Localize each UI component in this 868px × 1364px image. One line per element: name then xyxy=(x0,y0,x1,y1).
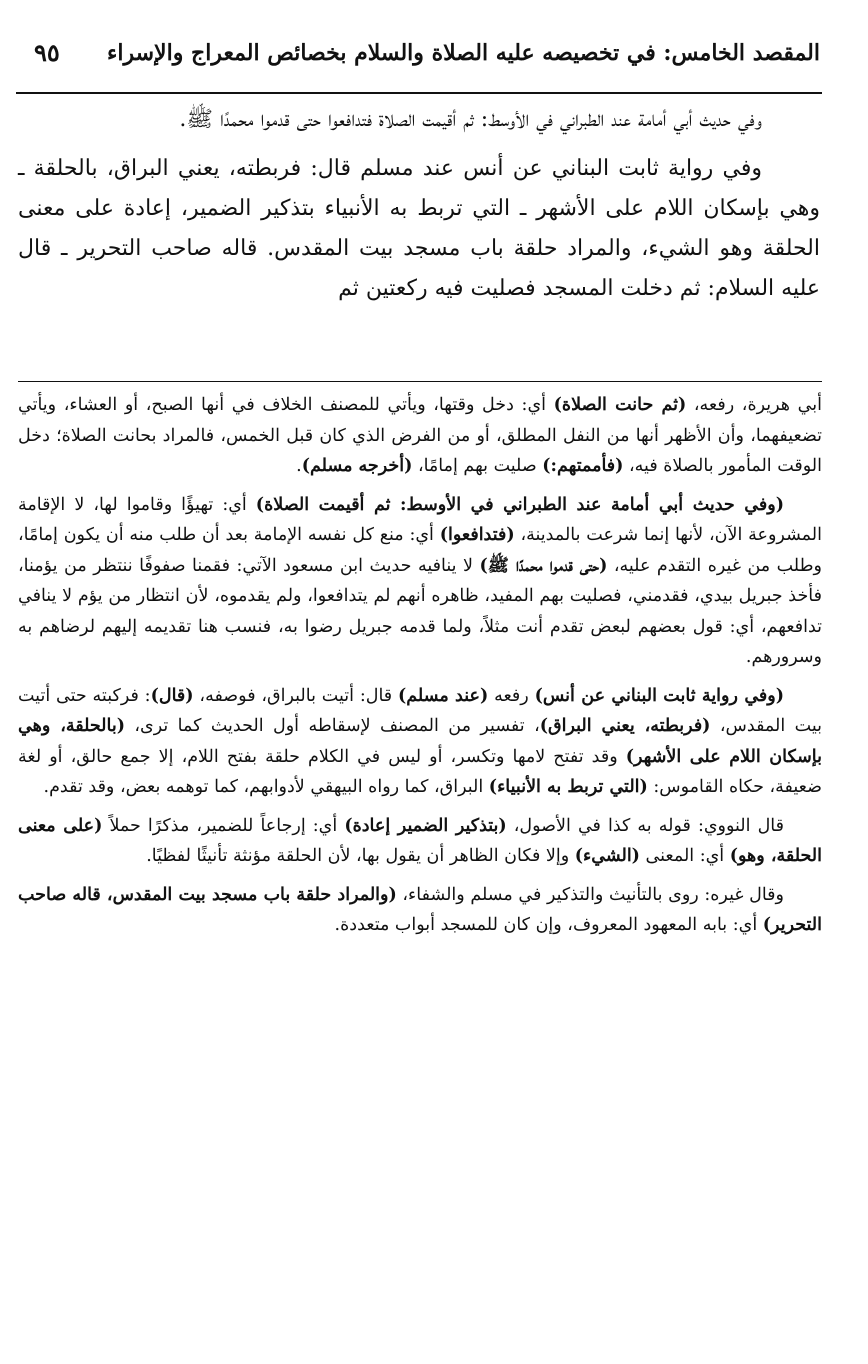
main-text xyxy=(18,100,820,318)
commentary-paragraph xyxy=(18,390,822,482)
commentary-text-run: قال: أتيت بالبراق، فوصفه، xyxy=(193,685,398,706)
quoted-phrase: (على معنى الحلقة، وهو) xyxy=(18,815,822,866)
commentary-text-run: أي: المعنى xyxy=(639,846,730,866)
commentary-paragraph xyxy=(18,811,822,872)
commentary-text-run: أي: منع كل نفسه الإمامة بعد أن طلب منه أن يكون إمامًا، وطلب من غيره التقدم عليه، xyxy=(18,525,822,576)
main-paragraph: وفي حديث أبي أمامة عند الطبراني في الأوسط: ثم أقيمت الصلاة فتدافعوا حتى قدموا محمدًا ﷺ. xyxy=(179,107,762,132)
quoted-phrase: (الشيء) xyxy=(574,846,640,866)
commentary-text-run: وقال غيره: روى بالتأنيث والتذكير في مسلم والشفاء، xyxy=(396,884,784,905)
commentary-text-run: لا ينافيه حديث ابن مسعود الآتي: فقمنا صفوفًا ننتظر من يؤمنا، فأخذ جبريل بيدي، فقدمني، فصليت بهم المفيد، ظاهره أنهم لم يتدافعوا، ولم يقدموه، لأن انتظار من يؤم لا ينافي تدافعهم، أي: قول بعضهم لبعض تقدم أنت مثلاً، ولما قدمه جبريل رضوا به، فنسب هنا تقديمه إليهم لرضاهم به وسرورهم. xyxy=(18,555,822,667)
commentary-text-run: ، تفسير من المصنف لإسقاطه أول الحديث كما ترى، xyxy=(125,716,540,736)
quoted-phrase: (فربطته، يعني البراق) xyxy=(539,716,711,736)
commentary-text-run: أي: إرجاعاً للضمير، مذكرًا حملاً xyxy=(102,815,345,836)
commentary-text-run: . xyxy=(296,456,302,476)
main-paragraph: وفي رواية ثابت البناني عن أنس عند مسلم قال: فربطته، يعني البراق، بالحلقة ـ وهي بإسكان اللام على الأشهر ـ التي تربط به الأنبياء بتذكير الضمير، إعادة على معنى الحلقة وهو الشيء، والمراد حلقة باب مسجد بيت المقدس. قاله صاحب التحرير ـ قال عليه السلام: ثم دخلت المسجد فصليت فيه ركعتين ثم xyxy=(18,156,820,301)
commentary-paragraph xyxy=(18,880,822,941)
quoted-phrase: (والمراد حلقة باب مسجد بيت المقدس، قاله صاحب التحرير) xyxy=(18,884,822,935)
commentary-text-run: رفعه xyxy=(488,685,535,706)
commentary-text-run: أي: دخل وقتها، ويأتي للمصنف الخلاف في أنها الصبح، أو العشاء، ويأتي تضعيفهما، وأن الأظهر أنها من النفل المطلق، أو من الفرض الذي كان قبل الخمس، فالمراد بحانت الصلاة؛ دخل الوقت المأمور بالصلاة فيه، xyxy=(18,395,822,476)
commentary-divider xyxy=(18,381,822,382)
commentary-text-run: وقد تفتح لامها وتكسر، أو ليس في الكلام حلقة بفتح اللام، إلا جمع حالق، أو لغة ضعيفة، حكاه القاموس: xyxy=(18,746,822,797)
commentary-text-run: قال النووي: قوله به كذا في الأصول، xyxy=(506,815,784,836)
commentary-text-run: وإلا فكان الظاهر أن يقول بها، لأن الحلقة مؤنثة تأنيثًا لفظيًا. xyxy=(146,846,575,866)
commentary-paragraph xyxy=(18,681,822,803)
commentary-text xyxy=(18,390,822,949)
quoted-phrase: (وفي رواية ثابت البناني عن أنس) xyxy=(534,685,784,706)
running-title: المقصد الخامس: في تخصيصه عليه الصلاة والسلام بخصائص المعراج والإسراء xyxy=(107,40,820,66)
quoted-phrase: (عند مسلم) xyxy=(397,685,489,706)
commentary-text-run: البراق، كما رواه البيهقي لأدوابهم، كما توهمه بعض، وقد تقدم. xyxy=(43,777,489,797)
commentary-text-run: أي: تهيؤًا وقاموا لها، لا الإقامة المشروعة الآن، لأنها إنما شرعت بالمدينة، xyxy=(18,494,822,545)
quoted-phrase: (وفي حديث أبي أمامة عند الطبراني في الأوسط: ثم أقيمت الصلاة) xyxy=(255,494,784,515)
commentary-paragraph xyxy=(18,490,822,673)
quoted-phrase: (حتى قدموا محمدًا ﷺ) xyxy=(479,555,608,576)
commentary-text-run: : فركبته حتى أتيت بيت المقدس، xyxy=(18,685,822,736)
quoted-phrase: (فأممتهم:) xyxy=(542,456,624,476)
quoted-phrase: (التي تربط به الأنبياء) xyxy=(488,777,648,797)
commentary-text-run: أي: بابه المعهود المعروف، وإن كان للمسجد أبواب متعددة. xyxy=(334,915,763,935)
commentary-text-run: صليت بهم إمامًا، xyxy=(412,456,543,476)
quoted-phrase: (قال) xyxy=(150,685,194,706)
page-header xyxy=(20,30,820,92)
quoted-phrase: (بالحلقة، وهي بإسكان اللام على الأشهر) xyxy=(18,716,822,767)
header-divider xyxy=(16,92,822,94)
quoted-phrase: (ثم حانت الصلاة) xyxy=(553,395,687,415)
page-number: ٩٥ xyxy=(34,38,60,67)
quoted-phrase: (فتدافعوا) xyxy=(439,525,515,545)
quoted-phrase: (أخرجه مسلم) xyxy=(301,456,413,476)
commentary-text-run: أبي هريرة، رفعه، xyxy=(686,395,822,415)
quoted-phrase: (بتذكير الضمير إعادة) xyxy=(344,815,507,836)
